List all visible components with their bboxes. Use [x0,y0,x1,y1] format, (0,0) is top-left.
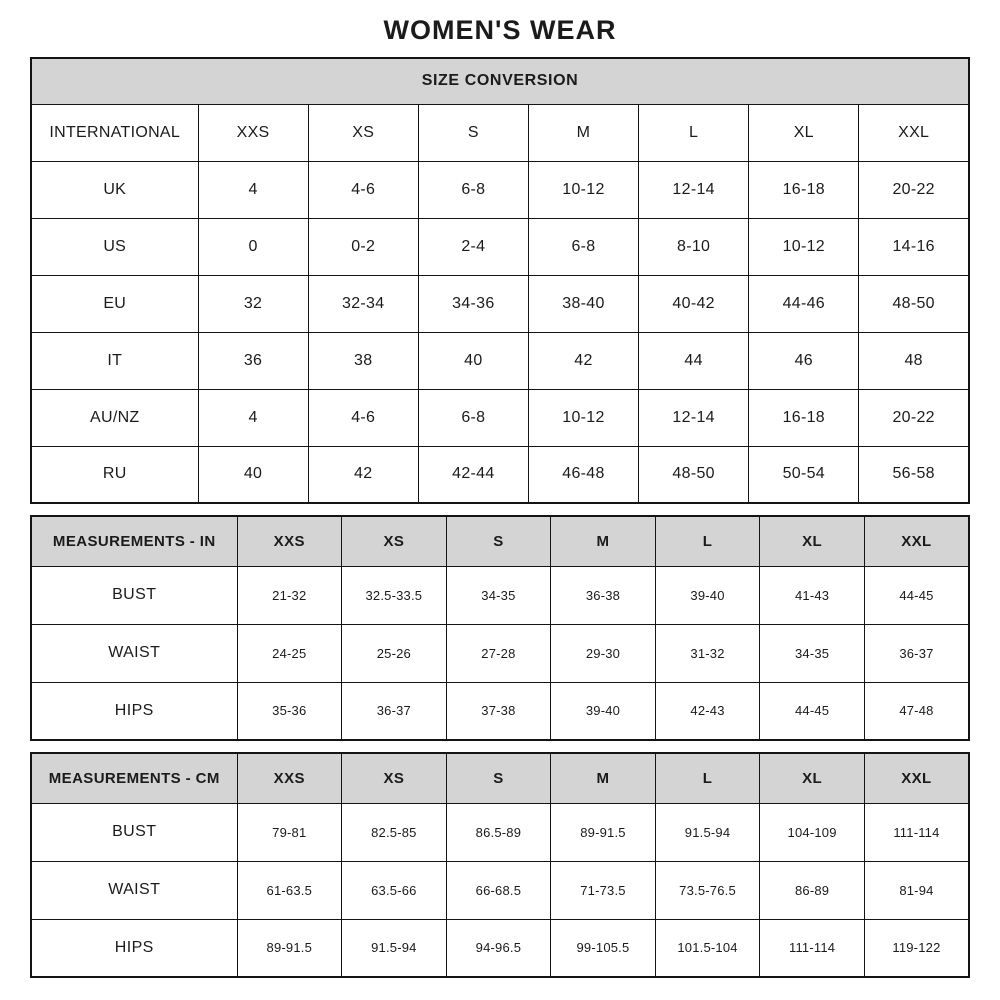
value-cell: 16-18 [749,389,859,446]
value-cell: 63.5-66 [342,861,447,919]
value-cell: 21-32 [237,566,342,624]
size-column-header: XXS [237,753,342,803]
value-cell: 14-16 [859,218,969,275]
size-column-header: M [551,516,656,566]
table-row [31,803,969,861]
measurements-cm-table [30,752,970,978]
value-cell: 36-38 [551,566,656,624]
value-cell: 12-14 [639,389,749,446]
row-label: WAIST [31,624,237,682]
value-cell: 111-114 [864,803,969,861]
size-column-header: M [528,104,638,161]
value-cell: 4 [198,389,308,446]
row-label: AU/NZ [31,389,198,446]
value-cell: 6-8 [418,161,528,218]
size-column-header: M [551,753,656,803]
size-column-header: XXS [198,104,308,161]
value-cell: 46 [749,332,859,389]
value-cell: 119-122 [864,919,969,977]
row-label: IT [31,332,198,389]
size-conversion-body [31,161,969,503]
value-cell: 66-68.5 [446,861,551,919]
value-cell: 104-109 [760,803,865,861]
value-cell: 42-43 [655,682,760,740]
value-cell: 47-48 [864,682,969,740]
value-cell: 42-44 [418,446,528,503]
size-column-header: S [446,753,551,803]
value-cell: 16-18 [749,161,859,218]
value-cell: 73.5-76.5 [655,861,760,919]
size-column-header: XL [760,516,865,566]
size-column-header: XXS [237,516,342,566]
value-cell: 39-40 [551,682,656,740]
table-row [31,919,969,977]
size-conversion-header-row [31,104,969,161]
value-cell: 38 [308,332,418,389]
value-cell: 71-73.5 [551,861,656,919]
value-cell: 20-22 [859,389,969,446]
value-cell: 41-43 [760,566,865,624]
value-cell: 35-36 [237,682,342,740]
size-column-header: XXL [864,753,969,803]
table-row [31,218,969,275]
measurements-in-header-row [31,516,969,566]
value-cell: 48-50 [859,275,969,332]
value-cell: 94-96.5 [446,919,551,977]
row-header-label: MEASUREMENTS - IN [31,516,237,566]
value-cell: 6-8 [418,389,528,446]
size-column-header: XL [760,753,865,803]
value-cell: 34-36 [418,275,528,332]
row-label: BUST [31,566,237,624]
row-label: RU [31,446,198,503]
value-cell: 34-35 [446,566,551,624]
value-cell: 6-8 [528,218,638,275]
size-column-header: XS [308,104,418,161]
row-label: EU [31,275,198,332]
row-label: US [31,218,198,275]
value-cell: 20-22 [859,161,969,218]
size-column-header: L [655,516,760,566]
value-cell: 42 [308,446,418,503]
size-column-header: S [418,104,528,161]
value-cell: 89-91.5 [551,803,656,861]
value-cell: 46-48 [528,446,638,503]
value-cell: 36-37 [864,624,969,682]
value-cell: 4 [198,161,308,218]
value-cell: 111-114 [760,919,865,977]
measurements-in-head [31,516,969,566]
value-cell: 91.5-94 [342,919,447,977]
size-conversion-title: SIZE CONVERSION [31,58,969,104]
measurements-cm-head [31,753,969,803]
value-cell: 99-105.5 [551,919,656,977]
value-cell: 48 [859,332,969,389]
value-cell: 4-6 [308,389,418,446]
value-cell: 29-30 [551,624,656,682]
value-cell: 44-45 [760,682,865,740]
value-cell: 32.5-33.5 [342,566,447,624]
table-row [31,861,969,919]
table-row [31,566,969,624]
value-cell: 10-12 [528,389,638,446]
value-cell: 89-91.5 [237,919,342,977]
table-row [31,275,969,332]
size-column-header: XXL [859,104,969,161]
value-cell: 39-40 [655,566,760,624]
measurements-cm-header-row [31,753,969,803]
row-label: HIPS [31,919,237,977]
row-header-label: INTERNATIONAL [31,104,198,161]
size-column-header: L [655,753,760,803]
value-cell: 0 [198,218,308,275]
row-label: BUST [31,803,237,861]
value-cell: 34-35 [760,624,865,682]
table-row [31,624,969,682]
row-label: WAIST [31,861,237,919]
value-cell: 32-34 [308,275,418,332]
value-cell: 37-38 [446,682,551,740]
value-cell: 40 [418,332,528,389]
size-column-header: L [639,104,749,161]
value-cell: 91.5-94 [655,803,760,861]
value-cell: 79-81 [237,803,342,861]
value-cell: 8-10 [639,218,749,275]
value-cell: 25-26 [342,624,447,682]
value-cell: 101.5-104 [655,919,760,977]
value-cell: 4-6 [308,161,418,218]
table-row [31,446,969,503]
value-cell: 44-45 [864,566,969,624]
value-cell: 44-46 [749,275,859,332]
value-cell: 36 [198,332,308,389]
value-cell: 0-2 [308,218,418,275]
table-row [31,161,969,218]
table-row [31,332,969,389]
measurements-in-body [31,566,969,740]
value-cell: 50-54 [749,446,859,503]
size-column-header: XL [749,104,859,161]
value-cell: 42 [528,332,638,389]
size-column-header: XXL [864,516,969,566]
value-cell: 36-37 [342,682,447,740]
value-cell: 86-89 [760,861,865,919]
size-conversion-table [30,57,970,504]
size-column-header: XS [342,516,447,566]
value-cell: 27-28 [446,624,551,682]
row-label: UK [31,161,198,218]
size-column-header: S [446,516,551,566]
measurements-in-table [30,515,970,741]
measurements-cm-body [31,803,969,977]
value-cell: 81-94 [864,861,969,919]
value-cell: 56-58 [859,446,969,503]
value-cell: 10-12 [528,161,638,218]
value-cell: 44 [639,332,749,389]
row-header-label: MEASUREMENTS - CM [31,753,237,803]
value-cell: 48-50 [639,446,749,503]
table-title-row [31,58,969,104]
value-cell: 31-32 [655,624,760,682]
value-cell: 32 [198,275,308,332]
value-cell: 10-12 [749,218,859,275]
value-cell: 2-4 [418,218,528,275]
value-cell: 82.5-85 [342,803,447,861]
table-row [31,682,969,740]
table-row [31,389,969,446]
value-cell: 40 [198,446,308,503]
page-title: WOMEN'S WEAR [383,15,617,45]
value-cell: 24-25 [237,624,342,682]
size-column-header: XS [342,753,447,803]
value-cell: 86.5-89 [446,803,551,861]
row-label: HIPS [31,682,237,740]
value-cell: 40-42 [639,275,749,332]
value-cell: 12-14 [639,161,749,218]
value-cell: 61-63.5 [237,861,342,919]
value-cell: 38-40 [528,275,638,332]
size-conversion-head [31,58,969,161]
